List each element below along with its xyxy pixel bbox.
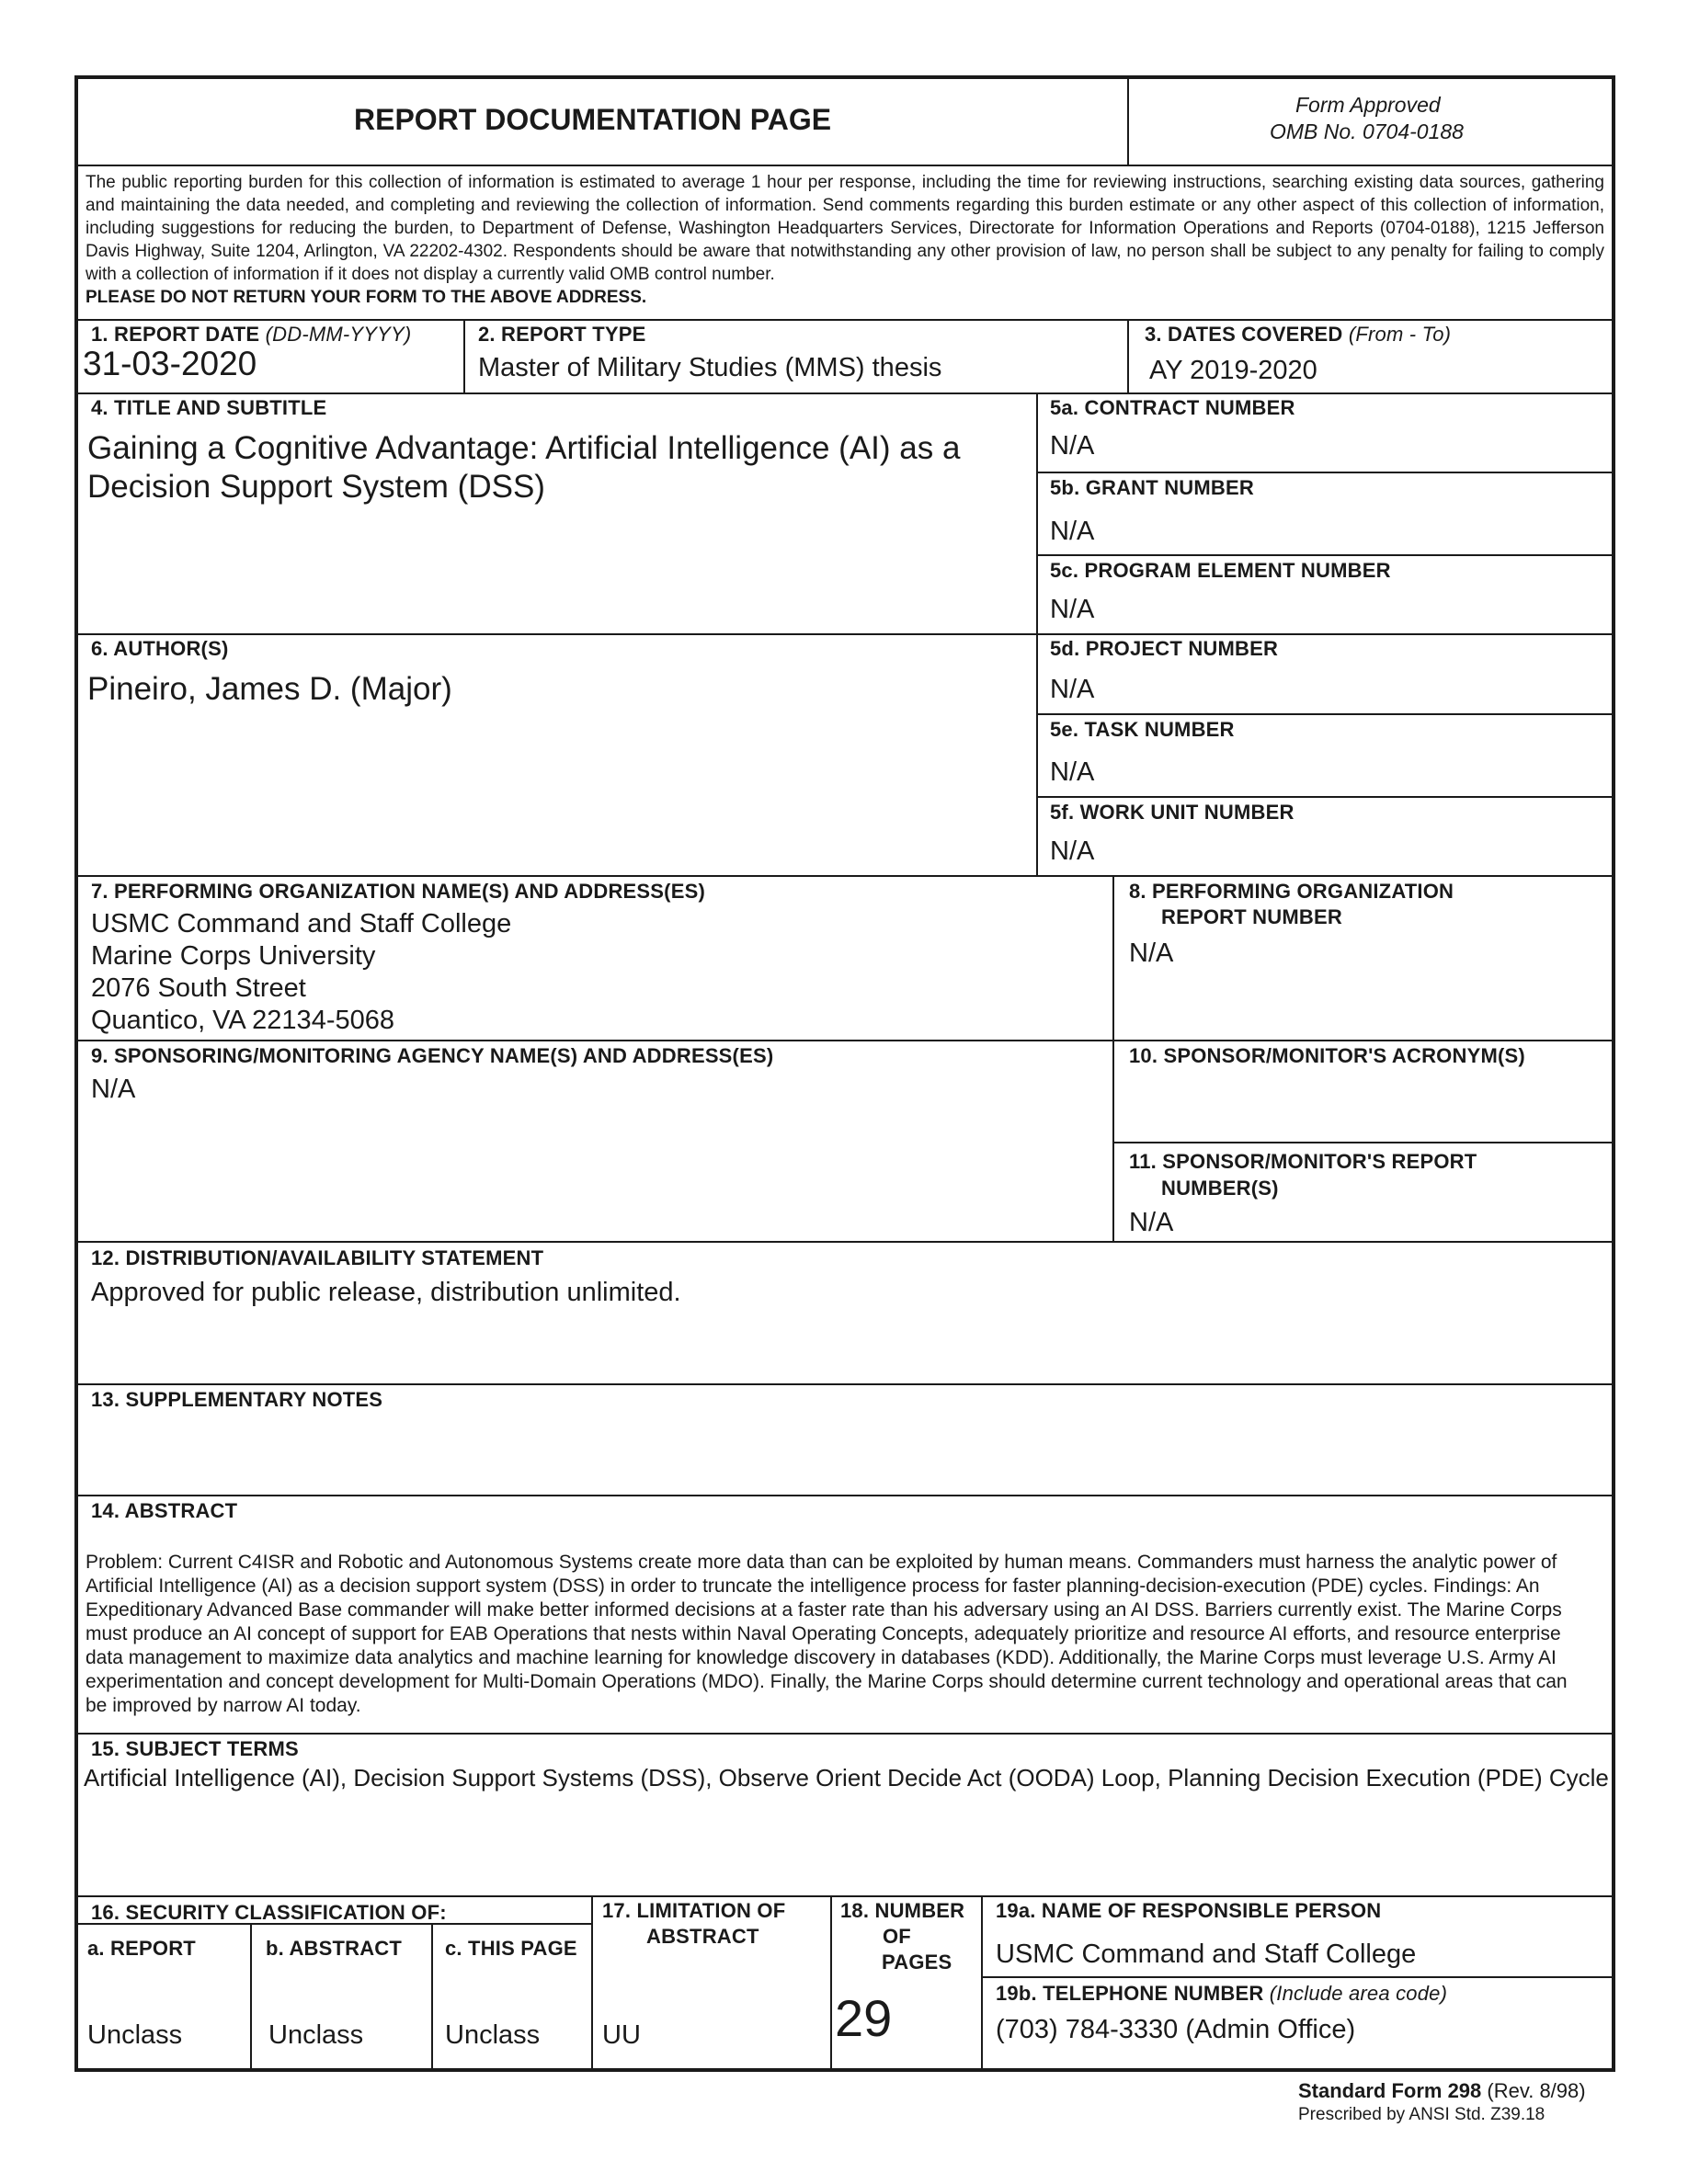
limitation-label: 17. LIMITATION OF — [602, 1899, 786, 1922]
divider — [981, 1895, 983, 2070]
work-unit-label: 5f. WORK UNIT NUMBER — [1050, 801, 1295, 824]
subject-label: 15. SUBJECT TERMS — [91, 1737, 299, 1760]
divider — [76, 1733, 1614, 1735]
sponsor-report-value: N/A — [1129, 1208, 1174, 1237]
sec-report-value: Unclass — [87, 2020, 183, 2050]
contract-value: N/A — [1050, 431, 1095, 461]
grant-value: N/A — [1050, 517, 1095, 546]
abstract-label: 14. ABSTRACT — [91, 1499, 238, 1522]
divider — [463, 319, 465, 392]
prescribed-by: Prescribed by ANSI Std. Z39.18 — [1298, 2105, 1545, 2124]
responsible-value: USMC Command and Staff College — [996, 1939, 1417, 1969]
title-line-1: Gaining a Cognitive Advantage: Artificial Intelligence (AI) as a — [87, 430, 961, 466]
dates-covered-value: AY 2019-2020 — [1149, 356, 1317, 385]
grant-label: 5b. GRANT NUMBER — [1050, 476, 1254, 499]
perf-org-label: 7. PERFORMING ORGANIZATION NAME(S) AND ADDRESS(ES) — [91, 880, 705, 903]
report-date-label-text: 1. REPORT DATE — [91, 323, 260, 346]
acronym-label: 10. SPONSOR/MONITOR'S ACRONYM(S) — [1129, 1044, 1525, 1067]
task-value: N/A — [1050, 757, 1095, 787]
abstract-text: Problem: Current C4ISR and Robotic and Autonomous Systems create more data than can be exploited by human means. Commanders must harness the analytic power of Artificial Intelligence (AI) as a decision support system (DSS) in order to truncate the intelligence process for faster planning-decision-execution (PDE) cycles. Findings: An Expeditionary Advanced Base commander will make better informed decisions at a faster rate than his adversary using an AI DSS. Barriers currently exist. The Marine Corps must produce an AI concept of support for EAB Operations that nests within Naval Operating Concepts, adequately prioritize and resource AI efforts, and resource enterprise data management to maximize data analytics and machine learning for knowledge discovery in databases (KDD). Additionally, the Marine Corps must leverage U.S. Army AI experimentation and concept development for Multi-Domain Operations (MDO). Finally, the Marine Corps should determine current technology and operational areas that can be improved by narrow AI today. — [86, 1552, 1568, 1716]
report-date-hint: (DD-MM-YYYY) — [265, 323, 412, 346]
divider — [76, 165, 1614, 166]
divider — [76, 1895, 1614, 1897]
perf-report-label: 8. PERFORMING ORGANIZATION — [1129, 880, 1454, 903]
report-date-label — [91, 323, 411, 347]
form-name — [1298, 2079, 1586, 2103]
sec-abstract-label: b. ABSTRACT — [266, 1937, 403, 1960]
divider — [76, 1040, 1614, 1041]
title-label: 4. TITLE AND SUBTITLE — [91, 396, 327, 419]
sponsor-value: N/A — [91, 1075, 136, 1104]
distribution-label: 12. DISTRIBUTION/AVAILABILITY STATEMENT — [91, 1246, 544, 1269]
pages-label-2: OF — [883, 1925, 911, 1948]
pages-label-3: PAGES — [882, 1951, 952, 1974]
phone-hint: (Include area code) — [1269, 1982, 1448, 2005]
sponsor-label: 9. SPONSORING/MONITORING AGENCY NAME(S) AND ADDRESS(ES) — [91, 1044, 774, 1067]
project-label: 5d. PROJECT NUMBER — [1050, 637, 1279, 660]
divider — [76, 392, 1614, 394]
divider — [76, 875, 1614, 877]
dates-covered-hint: (From - To) — [1348, 323, 1452, 346]
phone-value: (703) 784-3330 (Admin Office) — [996, 2015, 1356, 2044]
sponsor-report-label-2: NUMBER(S) — [1161, 1177, 1279, 1200]
divider — [76, 1241, 1614, 1243]
divider — [1112, 1142, 1614, 1143]
perf-org-line: 2076 South Street — [91, 973, 306, 1003]
responsible-label: 19a. NAME OF RESPONSIBLE PERSON — [996, 1899, 1382, 1922]
program-value: N/A — [1050, 595, 1095, 624]
sec-page-label: c. THIS PAGE — [445, 1937, 577, 1960]
return-warning: PLEASE DO NOT RETURN YOUR FORM TO THE ABOVE ADDRESS. — [86, 288, 647, 307]
divider — [1112, 875, 1114, 1241]
perf-report-label-2: REPORT NUMBER — [1161, 905, 1342, 928]
security-label: 16. SECURITY CLASSIFICATION OF: — [91, 1901, 447, 1924]
divider — [1127, 77, 1129, 165]
sec-page-value: Unclass — [445, 2020, 541, 2050]
program-label: 5c. PROGRAM ELEMENT NUMBER — [1050, 559, 1391, 582]
distribution-value: Approved for public release, distribution unlimited. — [91, 1278, 681, 1307]
pages-label: 18. NUMBER — [840, 1899, 965, 1922]
divider — [981, 1976, 1614, 1978]
supplementary-label: 13. SUPPLEMENTARY NOTES — [91, 1388, 383, 1411]
form-revision: (Rev. 8/98) — [1487, 2079, 1586, 2102]
perf-org-line: Quantico, VA 22134-5068 — [91, 1006, 394, 1035]
divider — [76, 1495, 1614, 1496]
divider — [591, 1895, 593, 2070]
pages-value: 29 — [835, 1989, 893, 2047]
report-type-value: Master of Military Studies (MMS) thesis — [478, 353, 942, 382]
divider — [1036, 713, 1614, 715]
sec-report-label: a. REPORT — [87, 1937, 196, 1960]
divider — [1036, 554, 1614, 556]
divider — [1036, 392, 1038, 875]
work-unit-value: N/A — [1050, 836, 1095, 866]
task-label: 5e. TASK NUMBER — [1050, 718, 1235, 741]
divider — [830, 1895, 832, 2070]
sponsor-report-label: 11. SPONSOR/MONITOR'S REPORT — [1129, 1150, 1477, 1173]
burden-notice — [86, 171, 1604, 309]
phone-label — [996, 1982, 1447, 2006]
dates-covered-label — [1145, 323, 1451, 347]
report-date-value: 31-03-2020 — [83, 345, 257, 382]
dates-covered-label-text: 3. DATES COVERED — [1145, 323, 1343, 346]
perf-org-line: USMC Command and Staff College — [91, 909, 512, 938]
sec-abstract-value: Unclass — [268, 2020, 364, 2050]
title-line-2: Decision Support System (DSS) — [87, 469, 545, 505]
divider — [1036, 796, 1614, 798]
form-name-text: Standard Form 298 — [1298, 2079, 1482, 2102]
page-title: REPORT DOCUMENTATION PAGE — [354, 103, 832, 136]
divider — [76, 1383, 1614, 1385]
omb-number: OMB No. 0704-0188 — [1270, 119, 1464, 143]
divider — [1036, 472, 1614, 473]
subject-value: Artificial Intelligence (AI), Decision Support Systems (DSS), Observe Orient Decide Act (OODA) Loop, Planning Decision Execution (PDE) Cycle — [84, 1764, 1609, 1792]
perf-org-line: Marine Corps University — [91, 941, 376, 971]
divider — [431, 1923, 433, 2070]
divider — [1127, 319, 1129, 392]
perf-report-value: N/A — [1129, 938, 1174, 968]
burden-notice-text: The public reporting burden for this collection of information is estimated to average 1 hour per response, including the time for reviewing instructions, searching existing data sources, gathering and maintaining the data needed, and completing and reviewing the collection of information. Send comments regarding this burden estimate or any other aspect of this collection of information, including suggestions for reducing the burden, to Department of Defense, Washington Headquarters Services, Directorate for Information Operations and Reports (0704-0188), 1215 Jefferson Davis Highway, Suite 1204, Arlington, VA 22202-4302. Respondents should be aware that notwithstanding any other provision of law, no person shall be subject to any penalty for failing to comply with a collection of information if it does not display a currently valid OMB control number. — [86, 173, 1604, 284]
project-value: N/A — [1050, 675, 1095, 704]
divider — [76, 319, 1614, 321]
contract-label: 5a. CONTRACT NUMBER — [1050, 396, 1295, 419]
divider — [250, 1923, 252, 2070]
limitation-value: UU — [602, 2020, 641, 2050]
phone-label-text: 19b. TELEPHONE NUMBER — [996, 1982, 1264, 2005]
author-label: 6. AUTHOR(S) — [91, 637, 229, 660]
divider — [76, 633, 1614, 635]
report-type-label: 2. REPORT TYPE — [478, 323, 646, 346]
form-approved: Form Approved — [1295, 93, 1441, 117]
author-value: Pineiro, James D. (Major) — [87, 671, 452, 707]
limitation-label-2: ABSTRACT — [646, 1925, 759, 1948]
